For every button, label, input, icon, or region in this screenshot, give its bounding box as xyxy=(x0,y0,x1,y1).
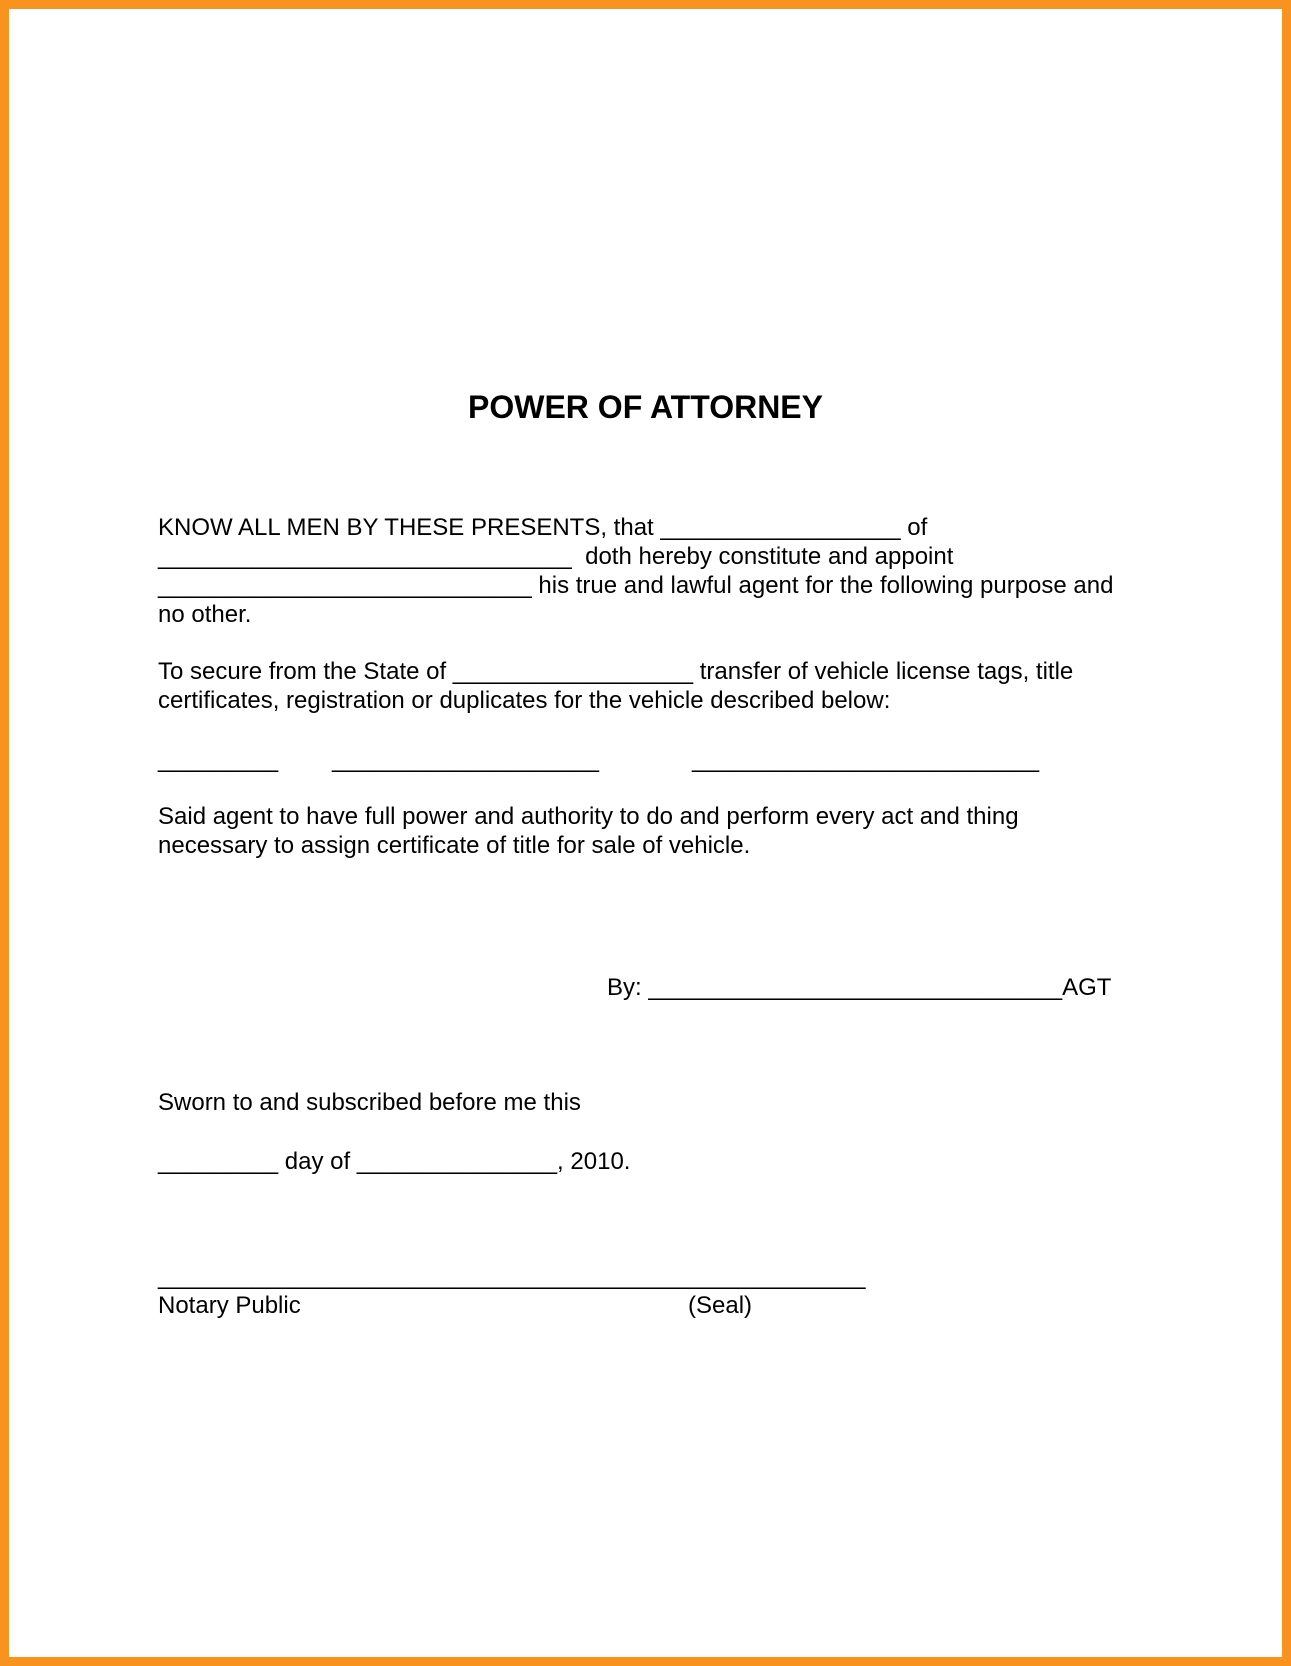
para1-line-1: KNOW ALL MEN BY THESE PRESENTS, that __________________ of xyxy=(158,514,928,541)
para1-line-3: ____________________________ his true and lawful agent for the following purpose and xyxy=(158,572,1114,599)
notary-signature-rule: _____________________________________________________ xyxy=(158,1263,866,1290)
para1-line-4: no other. xyxy=(158,601,252,628)
para3-line-2: necessary to assign certificate of title for sale of vehicle. xyxy=(158,832,751,859)
para3-line-1: Said agent to have full power and authority to do and perform every act and thing xyxy=(158,803,1019,830)
para2-line-2: certificates, registration or duplicates for the vehicle described below: xyxy=(158,687,891,714)
para2-line-1: To secure from the State of __________________ transfer of vehicle license tags, title xyxy=(158,658,1074,685)
document-title: POWER OF ATTORNEY xyxy=(468,389,823,425)
notary-public-label: Notary Public xyxy=(158,1292,301,1319)
vehicle-blank-1: _________ xyxy=(158,746,279,773)
agent-signature-line: By: _______________________________AGT xyxy=(607,974,1112,1001)
sworn-statement: Sworn to and subscribed before me this xyxy=(158,1089,581,1116)
para1-line-2: _______________________________ doth hereby constitute and appoint xyxy=(158,543,954,570)
seal-label: (Seal) xyxy=(688,1292,753,1319)
vehicle-blank-3: __________________________ xyxy=(692,746,1040,773)
vehicle-blank-2: ____________________ xyxy=(332,746,599,773)
date-line: _________ day of _______________, 2010. xyxy=(158,1148,631,1175)
